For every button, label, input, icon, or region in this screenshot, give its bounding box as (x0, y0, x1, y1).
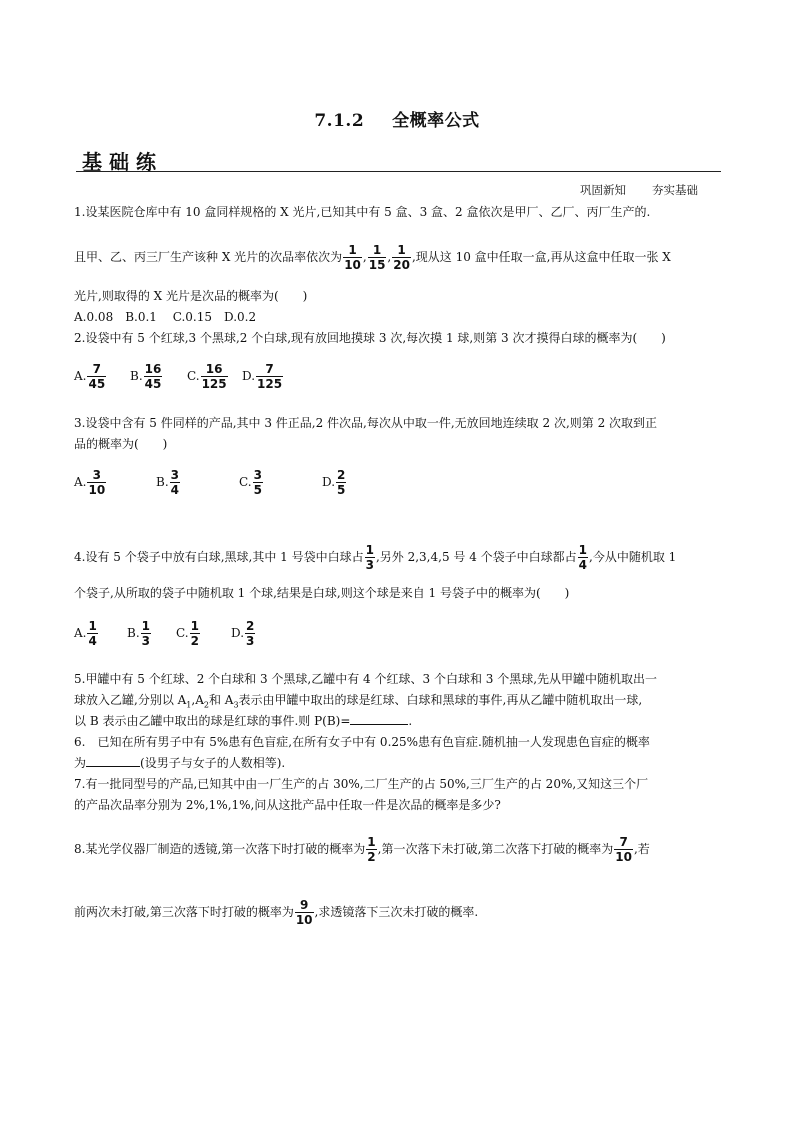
page-title (0, 106, 794, 131)
fraction: $\frac{9}{10}$ (295, 898, 313, 927)
q2-stem: 2.设袋中有 5 个红球,3 个黑球,2 个白球,现有放回地摸球 3 次,每次摸 1 球,则第 3 次才摸得白球的概率为( ) (74, 331, 666, 345)
q4-options (74, 619, 256, 648)
q5-line1: 5.甲罐中有 5 个红球、2 个白球和 3 个黑球,乙罐中有 4 个红球、3 个白球和 3 个黑球,先从甲罐中随机取出一 (74, 672, 658, 686)
q1-line1: 1.设某医院仓库中有 10 盒同样规格的 X 光片,已知其中有 5 盒、3 盒、2 盒依次是甲厂、乙厂、丙厂生产的. (74, 205, 651, 219)
q5-line3: 以 B 表示由乙罐中取出的球是红球的事件.则 P(B)= . (74, 714, 413, 728)
fraction: $\frac{1}{2}$ (367, 835, 376, 864)
fraction: $\frac{1}{3}$ (365, 543, 374, 572)
q4-line1: 4.设有 5 个袋子中放有白球,黑球,其中 1 号袋中白球占 $\frac{1}{3}$ ,另外 2,3,4,5 号 4 个袋子中白球都占 $\frac{1}{4}$ ,今从中随机取 1 (74, 543, 677, 572)
q4-option-a: A. $\frac{1}{4}$ (74, 619, 97, 648)
answer-blank[interactable] (350, 713, 408, 725)
q3-option-a: A. $\frac{3}{10}$ (74, 468, 106, 497)
q4-option-b: B. $\frac{1}{3}$ (127, 619, 150, 648)
q4-option-c: C. $\frac{1}{2}$ (176, 619, 199, 648)
fraction: $\frac{7}{10}$ (615, 835, 632, 864)
q2-options (74, 362, 284, 391)
q6-line2: 为 (设男子与女子的人数相等). (74, 756, 286, 770)
answer-blank[interactable] (86, 755, 140, 767)
q4-line2: 个袋子,从所取的袋子中随机取 1 个球,结果是白球,则这个球是来自 1 号袋子中的概率为( ) (74, 586, 570, 600)
q2-option-a: A. $\frac{7}{45}$ (74, 362, 106, 391)
section-subheading (580, 182, 724, 198)
q2-option-b: B. $\frac{16}{45}$ (130, 362, 162, 391)
fraction: $\frac{1}{15}$ (368, 243, 386, 272)
subhead-right: 夯实基础 (652, 183, 698, 197)
fraction: $\frac{1}{10}$ (344, 243, 361, 272)
q3-options (74, 468, 347, 497)
q2-option-d: D. $\frac{7}{125}$ (242, 362, 283, 391)
q3-option-c: C. $\frac{3}{5}$ (239, 468, 262, 497)
q8-line1: 8.某光学仪器厂制造的透镜,第一次落下时打破的概率为 $\frac{1}{2}$ ,第一次落下未打破,第二次落下打破的概率为 $\frac{7}{10}$ ,若 (74, 835, 650, 864)
subhead-left: 巩固新知 (580, 183, 626, 197)
q7-line2: 的产品次品率分别为 2%,1%,1%,问从这批产品中任取一件是次品的概率是多少? (74, 798, 501, 812)
q3-line2: 品的概率为( ) (74, 437, 168, 451)
section-name: 全概率公式 (392, 111, 480, 131)
fraction: $\frac{1}{4}$ (578, 543, 588, 572)
q3-line1: 3.设袋中含有 5 件同样的产品,其中 3 件正品,2 件次品,每次从中取一件,无放回地连续取 2 次,则第 2 次取到正 (74, 416, 658, 430)
q1-line3: 光片,则取得的 X 光片是次品的概率为( ) (74, 289, 308, 303)
q7-line1: 7.有一批同型号的产品,已知其中由一厂生产的占 30%,二厂生产的占 50%,三厂生产的占 20%,又知这三个厂 (74, 777, 649, 791)
q8-line2: 前两次未打破,第三次落下时打破的概率为 $\frac{9}{10}$ ,求透镜落下三次未打破的概率. (74, 898, 479, 927)
q3-option-b: B. $\frac{3}{4}$ (156, 468, 179, 497)
q1-line2: 且甲、乙、丙三厂生产该种 X 光片的次品率依次为 $\frac{1}{10}$ , $\frac{1}{15}$ , $\frac{1}{20}$ ,现从这 10 盒中任取一盒,再从这盒中任取一张 X (74, 243, 671, 272)
q6-line1: 6. 已知在所有男子中有 5%患有色盲症,在所有女子中有 0.25%患有色盲症.随机抽一人发现患色盲症的概率 (74, 735, 650, 749)
q1-options: A.0.08 B.0.1 C.0.15 D.0.2 (74, 310, 257, 324)
q2-option-c: C. $\frac{16}{125}$ (187, 362, 227, 391)
section-number: 7.1.2 (314, 111, 365, 131)
q4-option-d: D. $\frac{2}{3}$ (231, 619, 255, 648)
section-heading: 基础练 (82, 150, 163, 174)
q5-line2: 球放入乙罐,分别以 $A_1,A_2$和 $A_3$表示由甲罐中取出的球是红球、白球和黑球的事件,再从乙罐中随机取出一球, (74, 693, 643, 710)
fraction: $\frac{1}{20}$ (393, 243, 410, 272)
q3-option-d: D. $\frac{2}{5}$ (322, 468, 346, 497)
heading-rule (76, 171, 721, 172)
